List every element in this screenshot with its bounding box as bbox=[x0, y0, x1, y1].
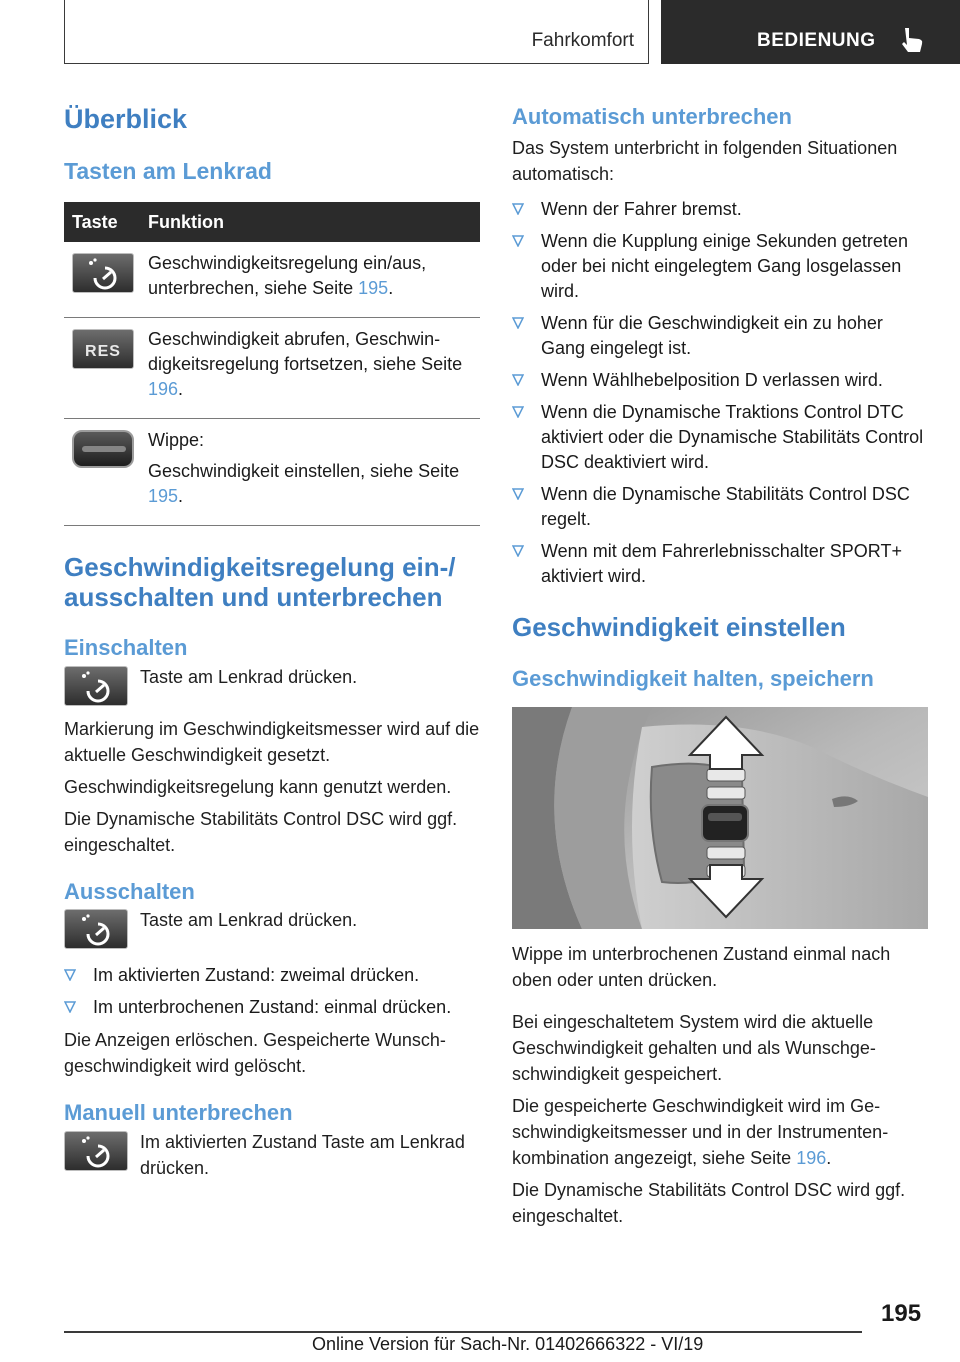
auto-pause-item: Wenn die Dynamische Stabilitäts Control DSC regelt. bbox=[541, 483, 910, 529]
heading-set-speed: Geschwindigkeit einstellen bbox=[512, 611, 846, 642]
triangle-bullet-icon bbox=[512, 545, 524, 557]
row1-page-link[interactable]: 195 bbox=[358, 278, 389, 299]
switch-off-list bbox=[64, 963, 480, 1020]
auto-pause-list bbox=[512, 197, 928, 589]
header-chapter-box bbox=[661, 0, 960, 64]
switch-off-item-2: Im unterbrochenen Zustand: einmal drücken. bbox=[93, 997, 452, 1018]
cruise-control-button-icon bbox=[64, 1131, 128, 1171]
auto-pause-item: Wenn der Fahrer bremst. bbox=[541, 198, 742, 219]
switch-on-para-3: Die Dynamische Stabilitäts Control DSC wird ggf. eingeschaltet. bbox=[64, 808, 458, 855]
switch-on-para-2: Geschwindigkeitsregelung kann genutzt werden. bbox=[64, 776, 452, 797]
heading-steering-buttons: Tasten am Lenkrad bbox=[64, 158, 272, 185]
heading-hold-store-speed: Geschwindigkeit halten, speichern bbox=[512, 666, 874, 691]
hold-para-2-page-link[interactable]: 196 bbox=[796, 1147, 827, 1168]
header-chapter-title: BEDIENUNG bbox=[757, 30, 876, 51]
row3-page-link[interactable]: 195 bbox=[148, 486, 179, 507]
list-item bbox=[64, 963, 480, 988]
res-key-label: RES bbox=[85, 343, 121, 361]
cruise-control-button-icon bbox=[72, 253, 134, 293]
row3-text: Geschwindigkeit einstellen, siehe Seite bbox=[148, 461, 460, 482]
list-item bbox=[512, 197, 928, 222]
switch-off-item-1: Im aktivierten Zustand: zweimal drücken. bbox=[93, 965, 420, 986]
row3-line1: Wippe: bbox=[148, 430, 205, 451]
auto-pause-item: Wenn die Kupplung einige Sekunden getreten oder bei nicht eingelegtem Gang losgelassen wird. bbox=[541, 230, 908, 301]
manual-pause-text: Im aktivierten Zustand Taste am Lenkrad drücken. bbox=[140, 1131, 465, 1178]
buttons-table bbox=[64, 202, 480, 526]
hold-para-2-text: Die gespeicherte Geschwindigkeit wird im Geschwindigkeitsmesser und in der Instrumentenkombination angezeigt, siehe Seite bbox=[512, 1095, 889, 1168]
triangle-bullet-icon bbox=[512, 488, 524, 500]
left-column bbox=[64, 95, 480, 1181]
list-item bbox=[512, 539, 928, 589]
row1-text: Geschwindigkeitsregelung ein/aus, unterbrechen, siehe Seite bbox=[148, 253, 427, 299]
auto-pause-item: Wenn mit dem Fahrerlebnisschalter SPORT+ aktiviert wird. bbox=[541, 540, 902, 586]
row2-end: . bbox=[178, 379, 184, 400]
list-item bbox=[512, 400, 928, 475]
heading-switch-on: Einschalten bbox=[64, 635, 188, 661]
heading-overview: Überblick bbox=[64, 104, 188, 134]
footer-online-version: Online Version für Sach-Nr. 01402666322 - VI/19 bbox=[312, 1334, 704, 1354]
heading-manual-pause: Manuell unterbrechen bbox=[64, 1100, 293, 1126]
list-item bbox=[512, 368, 928, 393]
list-item bbox=[512, 482, 928, 532]
table-row bbox=[64, 242, 480, 318]
header-section-box bbox=[64, 0, 649, 64]
switch-on-text: Taste am Lenkrad drücken. bbox=[140, 666, 358, 687]
triangle-bullet-icon bbox=[512, 203, 524, 215]
cruise-control-button-icon bbox=[64, 909, 128, 949]
row1-end: . bbox=[388, 278, 394, 299]
hold-para-2-end: . bbox=[826, 1147, 832, 1168]
right-column bbox=[512, 95, 928, 1229]
heading-switch-off: Ausschalten bbox=[64, 878, 195, 904]
triangle-bullet-icon bbox=[64, 1001, 76, 1013]
list-item bbox=[512, 229, 928, 304]
table-header-function: Funktion bbox=[142, 202, 480, 242]
list-item bbox=[64, 995, 480, 1020]
list-item bbox=[512, 311, 928, 361]
heading-auto-pause: Automatisch unterbrechen bbox=[512, 104, 792, 129]
hold-para-2 bbox=[512, 1093, 928, 1171]
heading-switch-on-off: Geschwindigkeitsregelung ein-/ ausschalten und unterbrechen bbox=[64, 552, 456, 613]
row2-text: Geschwindigkeit abrufen, Geschwindigkeitsregelung fortsetzen, siehe Seite bbox=[148, 329, 463, 375]
switch-off-text: Taste am Lenkrad drücken. bbox=[140, 910, 358, 931]
auto-pause-intro: Das System unterbricht in folgenden Situationen automatisch: bbox=[512, 137, 898, 184]
cruise-control-button-icon bbox=[64, 666, 128, 706]
table-row bbox=[64, 318, 480, 419]
table-row bbox=[64, 419, 480, 526]
auto-pause-item: Wenn die Dynamische Traktions Control DTC aktiviert oder die Dynamische Stabilitäts Control DSC deaktiviert wird. bbox=[541, 401, 924, 472]
triangle-bullet-icon bbox=[64, 969, 76, 981]
header-section-title: Fahrkomfort bbox=[531, 30, 634, 51]
photo-caption: Wippe im unterbrochenen Zustand einmal nach oben oder unten drücken. bbox=[512, 943, 891, 990]
triangle-bullet-icon bbox=[512, 235, 524, 247]
table-header-button: Taste bbox=[64, 202, 142, 242]
res-button-icon bbox=[72, 329, 134, 369]
hold-para-1: Bei eingeschaltetem System wird die aktuelle Geschwindigkeit gehalten und als Wunschgeschwindigkeit gespeichert. bbox=[512, 1011, 876, 1084]
triangle-bullet-icon bbox=[512, 406, 524, 418]
rocker-switch-icon bbox=[72, 430, 134, 468]
footer-divider bbox=[64, 1331, 862, 1333]
row3-end: . bbox=[178, 486, 184, 507]
triangle-bullet-icon bbox=[512, 317, 524, 329]
auto-pause-item: Wenn Wählhebelposition D verlassen wird. bbox=[541, 369, 883, 390]
row2-page-link[interactable]: 196 bbox=[148, 379, 179, 400]
steering-wheel-rocker-photo bbox=[512, 707, 928, 929]
page-number: 195 bbox=[881, 1300, 922, 1327]
hold-para-3: Die Dynamische Stabilitäts Control DSC wird ggf. eingeschaltet. bbox=[512, 1179, 906, 1226]
switch-on-para-1: Markierung im Geschwindigkeitsmesser wird auf die aktuelle Geschwindigkeit gesetzt. bbox=[64, 718, 480, 765]
triangle-bullet-icon bbox=[512, 374, 524, 386]
switch-off-para: Die Anzeigen erlöschen. Gespeicherte Wunschgeschwindigkeit wird gelöscht. bbox=[64, 1030, 446, 1077]
pointing-hand-icon bbox=[899, 26, 925, 54]
auto-pause-item: Wenn für die Geschwindigkeit ein zu hoher Gang eingelegt ist. bbox=[541, 312, 883, 358]
